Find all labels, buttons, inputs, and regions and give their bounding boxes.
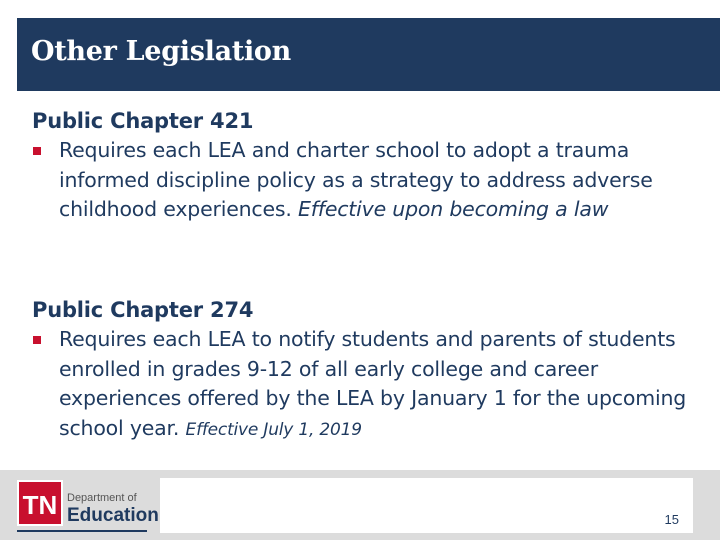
bullet-body: Requires each LEA to notify students and parents of students enrolled in grades 9-12 of all early college and career experiences offered by the LEA by January 1 for the upcoming school year. xyxy=(59,327,687,440)
logo-underline xyxy=(17,530,147,532)
bullet-text xyxy=(59,136,692,225)
bullet-item xyxy=(32,136,692,225)
effective-date: Effective July 1, 2019 xyxy=(185,419,362,440)
page-number: 15 xyxy=(664,512,679,527)
title-bar xyxy=(17,18,720,91)
chapter-heading: Public Chapter 274 xyxy=(32,298,254,322)
square-bullet-icon xyxy=(33,147,41,155)
bullet-body: Requires each LEA and charter school to adopt a trauma informed discipline policy as a strategy to address adverse childhood experiences. xyxy=(59,138,653,221)
tn-logo-mark: TN xyxy=(17,480,63,526)
chapter-421-section xyxy=(32,106,692,225)
logo-education-text: Education xyxy=(67,505,159,526)
footer xyxy=(0,470,720,540)
slide-title: Other Legislation xyxy=(31,36,291,67)
bullet-item xyxy=(32,325,692,445)
bullet-text xyxy=(59,325,692,445)
tn-education-logo xyxy=(17,480,159,536)
effective-date: Effective upon becoming a law xyxy=(298,197,609,221)
chapter-274-section xyxy=(32,295,692,445)
logo-department-text: Department of xyxy=(67,492,137,504)
chapter-heading: Public Chapter 421 xyxy=(32,109,254,133)
page-number-box xyxy=(160,478,693,533)
square-bullet-icon xyxy=(33,336,41,344)
